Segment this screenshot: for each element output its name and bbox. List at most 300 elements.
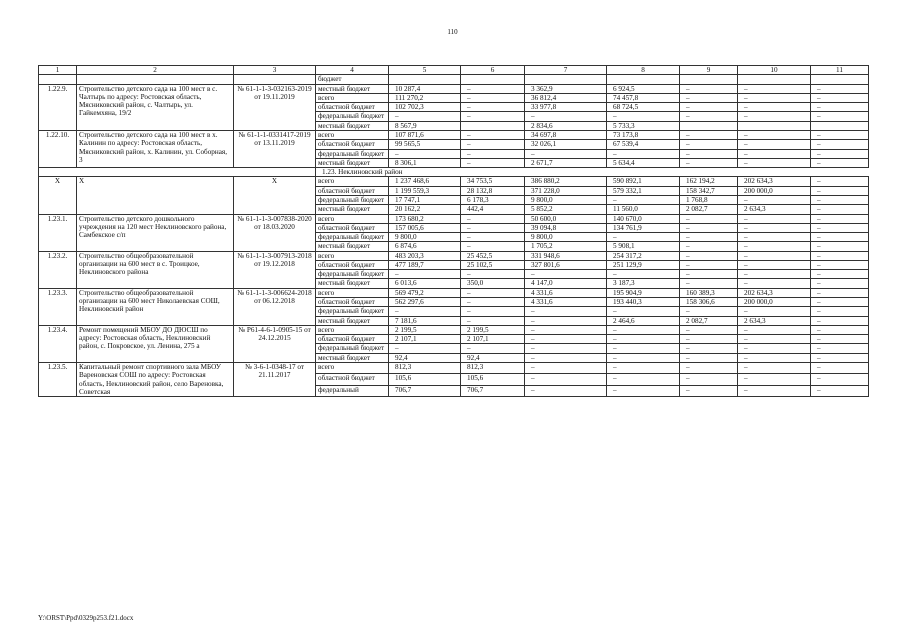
object-name: Строительство общеобразовательной организации на 600 мест Николаевская СОШ, Неклиновский район: [77, 288, 234, 325]
amount-cell: –: [525, 374, 607, 385]
amount-cell: –: [461, 140, 525, 149]
object-name: Ремонт помещений МБОУ ДО ДЮСШ по адресу: Ростовская область, Неклиновский район, с. Покровское, ул. Ленина, 275 а: [77, 325, 234, 362]
amount-cell: –: [811, 288, 869, 297]
row-number: 1.22.10.: [39, 130, 77, 167]
amount-cell: 812,3: [461, 363, 525, 374]
row-number: 1.23.1.: [39, 214, 77, 251]
amount-cell: 25 452,5: [461, 251, 525, 260]
table-row: [39, 251, 869, 260]
expertise-number: № 61-1-1-3-006624-2018 от 06.12.2018: [234, 288, 316, 325]
amount-cell: –: [461, 93, 525, 102]
amount-cell: 483 203,3: [389, 251, 461, 260]
column-header: 1: [39, 66, 77, 75]
budget-source: областной бюджет: [316, 140, 389, 149]
amount-cell: –: [461, 223, 525, 232]
amount-cell: –: [811, 140, 869, 149]
amount-cell: 173 680,2: [389, 214, 461, 223]
amount-cell: –: [680, 335, 738, 344]
amount-cell: –: [811, 177, 869, 186]
table-cell: [39, 75, 77, 84]
budget-source: всего: [316, 93, 389, 102]
amount-cell: 25 102,5: [461, 260, 525, 269]
budget-source: всего: [316, 251, 389, 260]
amount-cell: 2 107,1: [389, 335, 461, 344]
amount-cell: 17 747,1: [389, 195, 461, 204]
amount-cell: –: [461, 214, 525, 223]
amount-cell: 2 634,3: [738, 205, 811, 214]
amount-cell: 193 440,3: [607, 298, 680, 307]
amount-cell: 73 173,8: [607, 130, 680, 139]
column-header: 11: [811, 66, 869, 75]
amount-cell: –: [461, 84, 525, 93]
amount-cell: 68 724,5: [607, 103, 680, 112]
amount-cell: 140 670,0: [607, 214, 680, 223]
amount-cell: 92,4: [461, 353, 525, 362]
amount-cell: –: [680, 223, 738, 232]
amount-cell: –: [607, 374, 680, 385]
amount-cell: 10 287,4: [389, 84, 461, 93]
amount-cell: –: [680, 214, 738, 223]
amount-cell: –: [811, 84, 869, 93]
amount-cell: –: [738, 149, 811, 158]
amount-cell: 6 874,6: [389, 242, 461, 251]
amount-cell: 202 634,3: [738, 288, 811, 297]
table-cell: [738, 75, 811, 84]
amount-cell: 9 800,0: [525, 233, 607, 242]
amount-cell: 706,7: [389, 385, 461, 396]
expertise-number: X: [234, 177, 316, 214]
amount-cell: –: [461, 298, 525, 307]
amount-cell: 331 948,6: [525, 251, 607, 260]
budget-source: федеральный бюджет: [316, 112, 389, 121]
budget-source: местный бюджет: [316, 353, 389, 362]
amount-cell: 254 317,2: [607, 251, 680, 260]
amount-cell: 157 005,6: [389, 223, 461, 232]
amount-cell: –: [811, 325, 869, 334]
amount-cell: –: [680, 279, 738, 288]
amount-cell: 6 178,3: [461, 195, 525, 204]
table-cell: [680, 75, 738, 84]
amount-cell: –: [811, 260, 869, 269]
table-row: [39, 177, 869, 186]
amount-cell: –: [680, 353, 738, 362]
amount-cell: 3 362,9: [525, 84, 607, 93]
budget-source: областной бюджет: [316, 335, 389, 344]
amount-cell: 9 800,0: [525, 195, 607, 204]
object-name: Капитальный ремонт спортивного зала МБОУ Вареновская СОШ по адресу: Ростовская область, Неклиновский район, село Вареновка, Советская: [77, 363, 234, 397]
amount-cell: 2 082,7: [680, 316, 738, 325]
amount-cell: 195 904,9: [607, 288, 680, 297]
amount-cell: 350,0: [461, 279, 525, 288]
amount-cell: –: [738, 103, 811, 112]
amount-cell: –: [680, 233, 738, 242]
column-header: 4: [316, 66, 389, 75]
table-row: [39, 84, 869, 93]
amount-cell: –: [738, 233, 811, 242]
budget-source: областной бюджет: [316, 223, 389, 232]
table-cell: [525, 75, 607, 84]
amount-cell: 28 132,8: [461, 186, 525, 195]
amount-cell: –: [525, 112, 607, 121]
amount-cell: 202 634,3: [738, 177, 811, 186]
table-row: [39, 130, 869, 139]
amount-cell: 36 812,4: [525, 93, 607, 102]
amount-cell: 579 332,1: [607, 186, 680, 195]
amount-cell: –: [607, 325, 680, 334]
amount-cell: –: [680, 307, 738, 316]
amount-cell: 706,7: [461, 385, 525, 396]
amount-cell: –: [461, 316, 525, 325]
amount-cell: –: [607, 385, 680, 396]
amount-cell: –: [811, 186, 869, 195]
amount-cell: 11 560,0: [607, 205, 680, 214]
budget-source: местный бюджет: [316, 121, 389, 130]
amount-cell: –: [738, 325, 811, 334]
amount-cell: –: [811, 353, 869, 362]
amount-cell: 5 908,1: [607, 242, 680, 251]
amount-cell: 2 464,6: [607, 316, 680, 325]
amount-cell: 134 761,9: [607, 223, 680, 232]
amount-cell: –: [461, 103, 525, 112]
column-header: 10: [738, 66, 811, 75]
amount-cell: –: [811, 344, 869, 353]
section-title: 1.23. Неклиновский район: [316, 168, 869, 177]
amount-cell: –: [680, 251, 738, 260]
amount-cell: 105,6: [389, 374, 461, 385]
expertise-number: № 61-1-1-3-007838-2020 от 18.03.2020: [234, 214, 316, 251]
amount-cell: 107 871,6: [389, 130, 461, 139]
amount-cell: –: [525, 344, 607, 353]
amount-cell: –: [738, 335, 811, 344]
amount-cell: –: [525, 270, 607, 279]
amount-cell: 8 567,9: [389, 121, 461, 130]
budget-source: местный бюджет: [316, 316, 389, 325]
amount-cell: –: [607, 363, 680, 374]
object-name: Строительство детского сада на 100 мест в с. Чалтырь по адресу: Ростовская область, Мясниковский район, с. Чалтырь, ул. Гайкемхяна, 19/2: [77, 84, 234, 130]
amount-cell: –: [680, 93, 738, 102]
amount-cell: –: [680, 270, 738, 279]
amount-cell: –: [738, 363, 811, 374]
column-header: 5: [389, 66, 461, 75]
amount-cell: [738, 121, 811, 130]
amount-cell: 32 026,1: [525, 140, 607, 149]
amount-cell: –: [738, 307, 811, 316]
amount-cell: 160 389,3: [680, 288, 738, 297]
amount-cell: 6 013,6: [389, 279, 461, 288]
amount-cell: 5 733,3: [607, 121, 680, 130]
budget-source: всего: [316, 130, 389, 139]
table-row: [39, 325, 869, 334]
amount-cell: –: [738, 385, 811, 396]
amount-cell: –: [811, 195, 869, 204]
amount-cell: 4 331,6: [525, 288, 607, 297]
amount-cell: –: [738, 353, 811, 362]
amount-cell: –: [680, 103, 738, 112]
amount-cell: –: [525, 325, 607, 334]
amount-cell: 5 634,4: [607, 158, 680, 167]
amount-cell: –: [680, 84, 738, 93]
amount-cell: –: [525, 316, 607, 325]
row-number: 1.22.9.: [39, 84, 77, 130]
amount-cell: –: [389, 307, 461, 316]
budget-source: местный бюджет: [316, 84, 389, 93]
amount-cell: –: [680, 149, 738, 158]
amount-cell: –: [811, 251, 869, 260]
amount-cell: –: [738, 93, 811, 102]
amount-cell: –: [738, 130, 811, 139]
amount-cell: –: [607, 233, 680, 242]
amount-cell: 327 801,6: [525, 260, 607, 269]
amount-cell: –: [811, 316, 869, 325]
amount-cell: 9 800,0: [389, 233, 461, 242]
budget-source: федеральный бюджет: [316, 149, 389, 158]
amount-cell: 7 181,6: [389, 316, 461, 325]
amount-cell: –: [461, 242, 525, 251]
amount-cell: –: [738, 195, 811, 204]
object-name: X: [77, 177, 234, 214]
column-header: 6: [461, 66, 525, 75]
amount-cell: –: [525, 149, 607, 158]
amount-cell: –: [811, 242, 869, 251]
amount-cell: 39 094,8: [525, 223, 607, 232]
amount-cell: –: [738, 242, 811, 251]
expertise-number: № 61-1-1-0331417-2019 от 13.11.2019: [234, 130, 316, 167]
amount-cell: 162 194,2: [680, 177, 738, 186]
table-cell: [811, 75, 869, 84]
table-row: [39, 288, 869, 297]
amount-cell: –: [607, 335, 680, 344]
amount-cell: 34 753,5: [461, 177, 525, 186]
amount-cell: 20 162,2: [389, 205, 461, 214]
column-header: 7: [525, 66, 607, 75]
amount-cell: 2 634,3: [738, 316, 811, 325]
amount-cell: –: [811, 93, 869, 102]
row-number: 1.23.3.: [39, 288, 77, 325]
budget-source: всего: [316, 177, 389, 186]
table-cell: [77, 75, 234, 84]
budget-source: всего: [316, 214, 389, 223]
amount-cell: –: [811, 214, 869, 223]
amount-cell: –: [680, 112, 738, 121]
amount-cell: 2 107,1: [461, 335, 525, 344]
object-name: Строительство детского сада на 100 мест в х. Калинин по адресу: Ростовская область, Мясниковский район, х. Калинин, ул. Соборная, 3: [77, 130, 234, 167]
budget-source: местный бюджет: [316, 158, 389, 167]
amount-cell: –: [680, 325, 738, 334]
amount-cell: –: [811, 130, 869, 139]
amount-cell: 569 479,2: [389, 288, 461, 297]
amount-cell: –: [461, 344, 525, 353]
amount-cell: –: [811, 363, 869, 374]
amount-cell: –: [389, 112, 461, 121]
amount-cell: 6 924,5: [607, 84, 680, 93]
amount-cell: 34 697,8: [525, 130, 607, 139]
amount-cell: 2 082,7: [680, 205, 738, 214]
amount-cell: –: [461, 307, 525, 316]
budget-source: федеральный: [316, 385, 389, 396]
amount-cell: –: [525, 385, 607, 396]
table-cell: [39, 168, 316, 177]
table-row: [39, 214, 869, 223]
amount-cell: [680, 121, 738, 130]
amount-cell: –: [607, 112, 680, 121]
amount-cell: –: [811, 279, 869, 288]
budget-source: всего: [316, 363, 389, 374]
amount-cell: –: [461, 130, 525, 139]
amount-cell: –: [738, 374, 811, 385]
amount-cell: 251 129,9: [607, 260, 680, 269]
amount-cell: [461, 121, 525, 130]
amount-cell: –: [811, 335, 869, 344]
amount-cell: 4 147,0: [525, 279, 607, 288]
amount-cell: –: [811, 112, 869, 121]
column-header: 9: [680, 66, 738, 75]
amount-cell: –: [811, 385, 869, 396]
amount-cell: –: [389, 270, 461, 279]
amount-cell: –: [461, 233, 525, 242]
amount-cell: 111 270,2: [389, 93, 461, 102]
amount-cell: 50 600,0: [525, 214, 607, 223]
amount-cell: –: [811, 149, 869, 158]
amount-cell: –: [738, 223, 811, 232]
budget-source: федеральный бюджет: [316, 233, 389, 242]
budget-source: федеральный бюджет: [316, 195, 389, 204]
amount-cell: 371 228,0: [525, 186, 607, 195]
amount-cell: –: [680, 374, 738, 385]
amount-cell: 562 297,6: [389, 298, 461, 307]
amount-cell: –: [738, 140, 811, 149]
amount-cell: –: [680, 385, 738, 396]
budget-source: местный бюджет: [316, 205, 389, 214]
budget-source: областной бюджет: [316, 374, 389, 385]
object-name: Строительство общеобразовательной организации на 600 мест в с. Троицкое, Неклиновского района: [77, 251, 234, 288]
amount-cell: –: [525, 363, 607, 374]
column-header: 3: [234, 66, 316, 75]
amount-cell: –: [680, 242, 738, 251]
amount-cell: 4 331,6: [525, 298, 607, 307]
amount-cell: –: [680, 344, 738, 353]
amount-cell: –: [811, 233, 869, 242]
budget-source: областной бюджет: [316, 186, 389, 195]
amount-cell: 5 852,2: [525, 205, 607, 214]
amount-cell: 812,3: [389, 363, 461, 374]
amount-cell: –: [680, 140, 738, 149]
amount-cell: –: [738, 260, 811, 269]
amount-cell: –: [607, 195, 680, 204]
row-number: X: [39, 177, 77, 214]
amount-cell: 2 199,5: [461, 325, 525, 334]
amount-cell: –: [811, 103, 869, 112]
amount-cell: –: [738, 270, 811, 279]
amount-cell: 8 306,1: [389, 158, 461, 167]
amount-cell: –: [811, 158, 869, 167]
amount-cell: 2 199,5: [389, 325, 461, 334]
amount-cell: –: [811, 223, 869, 232]
budget-source: всего: [316, 288, 389, 297]
amount-cell: –: [738, 112, 811, 121]
budget-source: федеральный бюджет: [316, 307, 389, 316]
amount-cell: 33 977,8: [525, 103, 607, 112]
amount-cell: 1 768,8: [680, 195, 738, 204]
budget-source: федеральный бюджет: [316, 344, 389, 353]
budget-source: местный бюджет: [316, 279, 389, 288]
amount-cell: 200 000,0: [738, 298, 811, 307]
row-number: 1.23.5.: [39, 363, 77, 397]
amount-cell: –: [461, 149, 525, 158]
column-header: 8: [607, 66, 680, 75]
expertise-number: № 61-1-1-3-032163-2019 от 19.11.2019: [234, 84, 316, 130]
amount-cell: 1 237 468,6: [389, 177, 461, 186]
amount-cell: –: [461, 158, 525, 167]
amount-cell: 386 880,2: [525, 177, 607, 186]
amount-cell: –: [811, 298, 869, 307]
amount-cell: 200 000,0: [738, 186, 811, 195]
budget-source: областной бюджет: [316, 103, 389, 112]
amount-cell: 99 565,5: [389, 140, 461, 149]
header-row: [39, 66, 869, 75]
amount-cell: 3 187,3: [607, 279, 680, 288]
amount-cell: 477 189,7: [389, 260, 461, 269]
amount-cell: –: [811, 307, 869, 316]
section-row: [39, 168, 869, 177]
amount-cell: 1 199 559,3: [389, 186, 461, 195]
object-name: Строительство детского дошкольного учреждения на 120 мест Неклиновского района, Самбекское с/п: [77, 214, 234, 251]
amount-cell: 92,4: [389, 353, 461, 362]
amount-cell: –: [811, 374, 869, 385]
amount-cell: –: [738, 158, 811, 167]
amount-cell: 590 892,1: [607, 177, 680, 186]
amount-cell: –: [811, 205, 869, 214]
page-number: 110: [447, 28, 458, 36]
amount-cell: –: [607, 149, 680, 158]
amount-cell: –: [607, 353, 680, 362]
row-number: 1.23.4.: [39, 325, 77, 362]
amount-cell: –: [607, 344, 680, 353]
row-number: 1.23.2.: [39, 251, 77, 288]
expertise-number: № 61-1-1-3-007913-2018 от 19.12.2018: [234, 251, 316, 288]
amount-cell: –: [461, 270, 525, 279]
budget-source: областной бюджет: [316, 260, 389, 269]
amount-cell: –: [811, 270, 869, 279]
amount-cell: –: [680, 130, 738, 139]
budget-source: областной бюджет: [316, 298, 389, 307]
amount-cell: –: [680, 260, 738, 269]
amount-cell: 2 671,7: [525, 158, 607, 167]
amount-cell: 158 306,6: [680, 298, 738, 307]
table-cell: бюджет: [316, 75, 389, 84]
table-cell: [461, 75, 525, 84]
budget-source: федеральный бюджет: [316, 270, 389, 279]
amount-cell: –: [738, 251, 811, 260]
amount-cell: –: [680, 363, 738, 374]
expertise-number: № Р61-4-6-1-0905-15 от 24.12.2015: [234, 325, 316, 362]
budget-table: [38, 65, 869, 397]
amount-cell: 74 457,8: [607, 93, 680, 102]
table-row: [39, 363, 869, 374]
amount-cell: –: [525, 353, 607, 362]
amount-cell: 158 342,7: [680, 186, 738, 195]
amount-cell: 67 539,4: [607, 140, 680, 149]
amount-cell: [811, 121, 869, 130]
expertise-number: № 3-6-1-0348-17 от 21.11.2017: [234, 363, 316, 397]
amount-cell: –: [461, 112, 525, 121]
table-cell: [607, 75, 680, 84]
amount-cell: –: [389, 344, 461, 353]
amount-cell: –: [461, 288, 525, 297]
amount-cell: –: [738, 279, 811, 288]
amount-cell: –: [607, 270, 680, 279]
budget-source: местный бюджет: [316, 242, 389, 251]
amount-cell: –: [525, 335, 607, 344]
